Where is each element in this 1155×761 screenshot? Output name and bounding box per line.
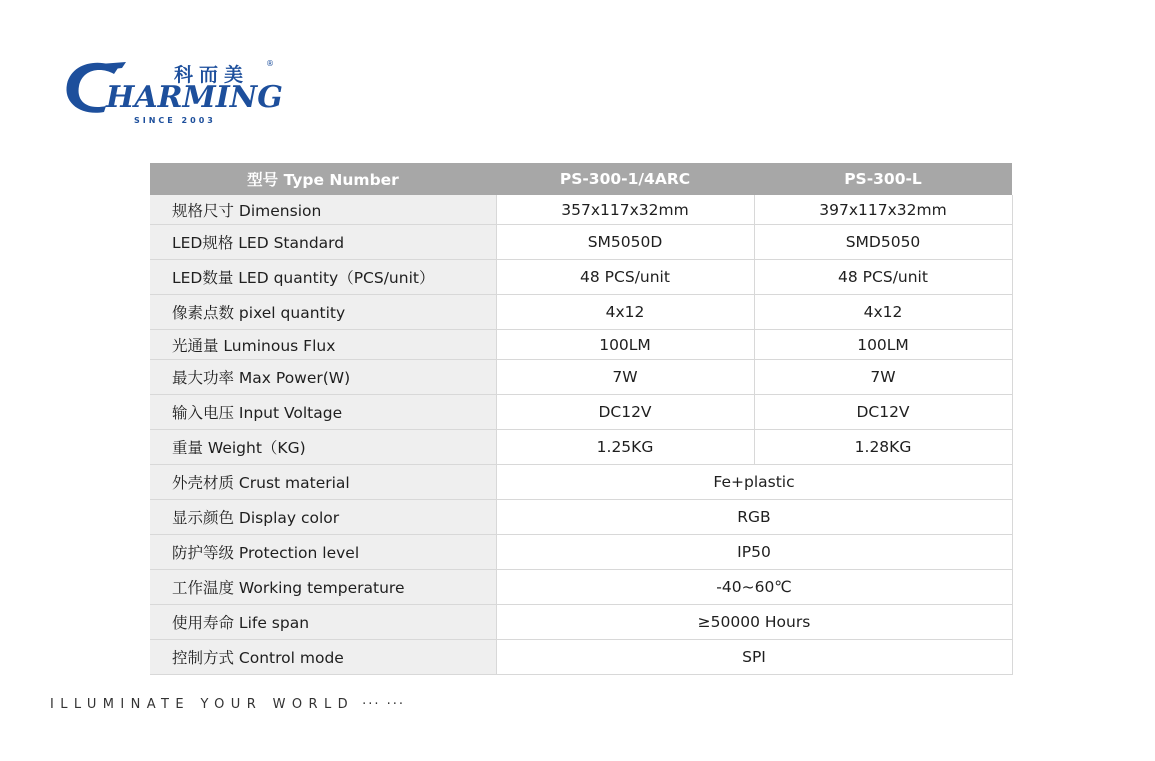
row-label: 最大功率 Max Power(W) <box>150 360 496 395</box>
row-value-model-1: 7W <box>496 360 754 395</box>
table-row <box>150 395 1012 430</box>
row-value-model-2: DC12V <box>754 395 1012 430</box>
tagline-text: ILLUMINATE YOUR WORLD <box>50 697 355 712</box>
row-value-model-1: 4x12 <box>496 295 754 330</box>
row-label: 规格尺寸 Dimension <box>150 195 496 225</box>
table-row <box>150 605 1012 640</box>
row-label: 输入电压 Input Voltage <box>150 395 496 430</box>
table-row <box>150 295 1012 330</box>
row-label: 控制方式 Control mode <box>150 640 496 675</box>
row-value-model-2: 100LM <box>754 330 1012 360</box>
row-label: 外壳材质 Crust material <box>150 465 496 500</box>
row-value-merged: SPI <box>496 640 1012 675</box>
row-value-merged: Fe+plastic <box>496 465 1012 500</box>
table-row <box>150 535 1012 570</box>
row-value-model-1: DC12V <box>496 395 754 430</box>
table-row <box>150 330 1012 360</box>
logo-chinese-name: 科而美 <box>174 64 250 86</box>
registered-mark: ® <box>266 59 274 68</box>
row-value-merged: RGB <box>496 500 1012 535</box>
row-label: 防护等级 Protection level <box>150 535 496 570</box>
tagline-dots: ··· ··· <box>362 697 405 712</box>
logo-since: SINCE 2003 <box>134 116 216 125</box>
row-value-merged: ≥50000 Hours <box>496 605 1012 640</box>
row-value-model-1: SM5050D <box>496 225 754 260</box>
row-label: LED数量 LED quantity（PCS/unit） <box>150 260 496 295</box>
row-value-merged: IP50 <box>496 535 1012 570</box>
row-label: 显示颜色 Display color <box>150 500 496 535</box>
row-value-model-2: 4x12 <box>754 295 1012 330</box>
table-row <box>150 640 1012 675</box>
row-value-merged: -40~60℃ <box>496 570 1012 605</box>
table-row <box>150 500 1012 535</box>
row-value-model-1: 100LM <box>496 330 754 360</box>
header-model-1: PS-300-1/4ARC <box>496 163 754 195</box>
row-value-model-2: 48 PCS/unit <box>754 260 1012 295</box>
logo-brand-name: HARMING <box>106 80 283 115</box>
table-row <box>150 360 1012 395</box>
row-label: 使用寿命 Life span <box>150 605 496 640</box>
row-value-model-1: 1.25KG <box>496 430 754 465</box>
table-row <box>150 195 1012 225</box>
row-value-model-2: 1.28KG <box>754 430 1012 465</box>
row-value-model-2: 7W <box>754 360 1012 395</box>
brand-logo <box>60 56 290 136</box>
row-value-model-1: 48 PCS/unit <box>496 260 754 295</box>
table-row <box>150 260 1012 295</box>
header-model-2: PS-300-L <box>754 163 1012 195</box>
row-label: 光通量 Luminous Flux <box>150 330 496 360</box>
table-row <box>150 465 1012 500</box>
row-label: 重量 Weight（KG) <box>150 430 496 465</box>
footer-tagline <box>50 697 405 712</box>
row-label: 工作温度 Working temperature <box>150 570 496 605</box>
table-row <box>150 570 1012 605</box>
table-row <box>150 430 1012 465</box>
table-row <box>150 225 1012 260</box>
spec-table <box>150 163 1013 675</box>
table-header-row <box>150 163 1012 195</box>
row-label: LED规格 LED Standard <box>150 225 496 260</box>
row-value-model-2: 397x117x32mm <box>754 195 1012 225</box>
row-label: 像素点数 pixel quantity <box>150 295 496 330</box>
row-value-model-1: 357x117x32mm <box>496 195 754 225</box>
row-value-model-2: SMD5050 <box>754 225 1012 260</box>
header-type-number: 型号 Type Number <box>150 163 496 195</box>
